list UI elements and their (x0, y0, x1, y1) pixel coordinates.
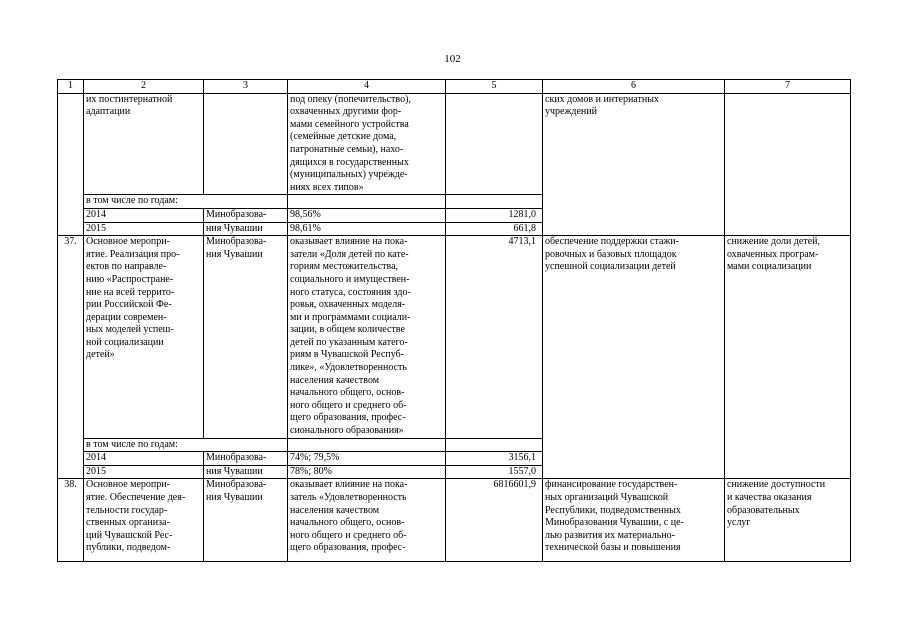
measure-name: Основное меропри- ятие. Реализация про- ектов по направле- нию «Распростране- ние на всей террито- рии Российской Фе- дерации современ- ных моделей успеш- ной социализации детей» (84, 236, 204, 439)
years-label: в том числе по годам: (84, 438, 288, 452)
indicator-value: 98,61% (288, 222, 446, 236)
measure-name: Основное меропри- ятие. Обеспечение дея- тельности государ- ственных организа- ций Чувашской Рес- публики, подведом- (84, 479, 204, 562)
executor: Минобразова- (204, 452, 288, 466)
consequence (725, 93, 851, 236)
executor: ния Чувашии (204, 465, 288, 479)
year: 2014 (84, 452, 204, 466)
year: 2015 (84, 465, 204, 479)
indicator-value: 74%; 79,5% (288, 452, 446, 466)
column-number: 7 (725, 80, 851, 94)
consequence: снижение доли детей, охваченных програм- мами социализации (725, 236, 851, 479)
column-number-header (58, 80, 851, 94)
funding-amount (446, 195, 543, 209)
row-number: 37. (58, 236, 84, 479)
consequence: снижение доступности и качества оказания образовательных услуг (725, 479, 851, 562)
column-number: 5 (446, 80, 543, 94)
indicator-value: 98,56% (288, 208, 446, 222)
row-number: 38. (58, 479, 84, 562)
expected-result: ских домов и интернатных учреждений (543, 93, 725, 236)
row-number (58, 93, 84, 236)
column-number: 2 (84, 80, 204, 94)
column-number: 4 (288, 80, 446, 94)
indicator-value (288, 438, 446, 452)
column-number: 3 (204, 80, 288, 94)
executor: Минобразова- ния Чувашии (204, 479, 288, 562)
expected-result: финансирование государствен- ных организаций Чувашской Республики, подведомственных Минобразования Чувашии, с це- лью развития их материально- технической базы и повышения (543, 479, 725, 562)
column-number: 6 (543, 80, 725, 94)
year: 2015 (84, 222, 204, 236)
measure-name: их постинтернатной адаптации (84, 93, 204, 195)
executor: ния Чувашии (204, 222, 288, 236)
executor: Минобразова- ния Чувашии (204, 236, 288, 439)
funding-amount: 1281,0 (446, 208, 543, 222)
indicator-text: под опеку (попечительство), охваченных другими фор- мами семейного устройства (семейные детские дома, патронатные семьи), нахо- дящихся в государственных (муниципальных) учрежде- ниях всех типов» (288, 93, 446, 195)
indicator-text: оказывает влияние на пока- затели «Доля детей по кате- гориям местожительства, социального и имуществен- ного статуса, состояния здо- ровья, охваченных моделя- ми и программами социали- зации, в общем количестве детей по указанным катего- риям в Чувашской Респуб- лике», «Удовлетворенность населения качеством начального общего, основ- ного общего и среднего об- щего образования, профес- сионального образования» (288, 236, 446, 439)
funding-amount (446, 93, 543, 195)
page-number: 102 (444, 53, 461, 65)
table-row (58, 236, 851, 439)
program-table (57, 79, 851, 562)
funding-amount: 1557,0 (446, 465, 543, 479)
funding-amount: 661,8 (446, 222, 543, 236)
indicator-text: оказывает влияние на пока- затель «Удовлетворенность населения качеством начального общего, основ- ного общего и среднего об- щего образования, профес- (288, 479, 446, 562)
funding-amount: 4713,1 (446, 236, 543, 439)
funding-amount (446, 438, 543, 452)
funding-amount: 3156,1 (446, 452, 543, 466)
indicator-value (288, 195, 446, 209)
executor (204, 93, 288, 195)
indicator-value: 78%; 80% (288, 465, 446, 479)
funding-amount: 6816601,9 (446, 479, 543, 562)
executor: Минобразова- (204, 208, 288, 222)
years-label: в том числе по годам: (84, 195, 288, 209)
column-number: 1 (58, 80, 84, 94)
expected-result: обеспечение поддержки стажи- ровочных и базовых площадок успешной социализации детей (543, 236, 725, 479)
year: 2014 (84, 208, 204, 222)
table-row (58, 479, 851, 562)
table-row (58, 93, 851, 195)
